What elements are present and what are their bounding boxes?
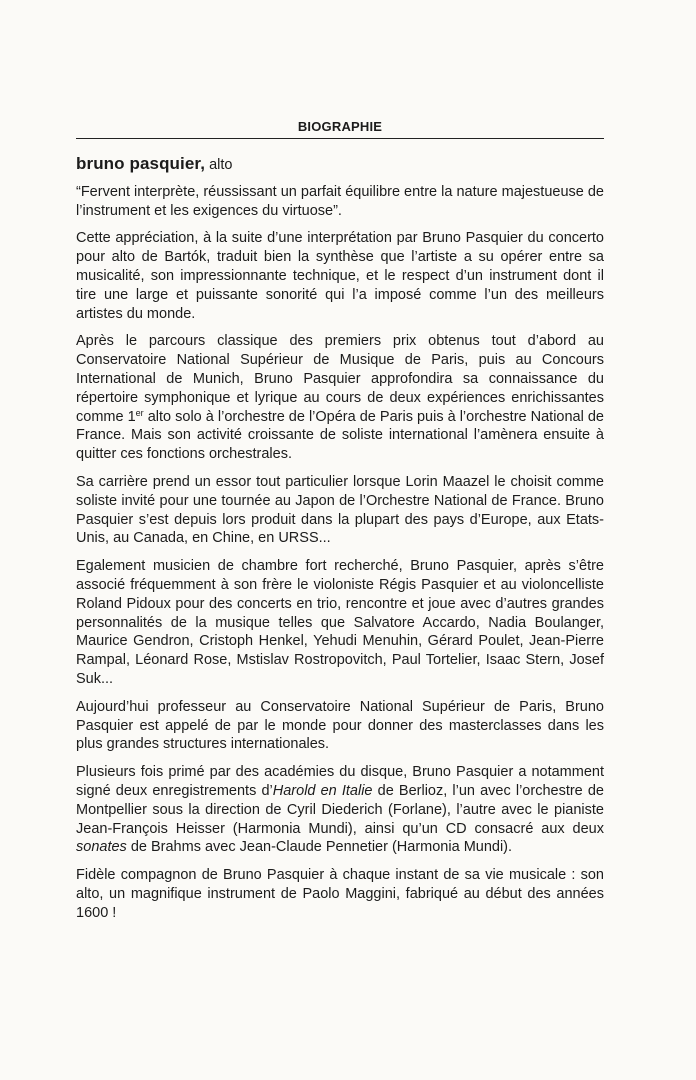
artist-name: bruno pasquier, xyxy=(76,154,206,173)
paragraph-6-b: de Berlioz, l’un avec l’orchestre de Montpellier sous la direction de Cyril Diederich (Forlane), l’autre avec le pianiste Jean-François Heisser (Harmonia Mundi), ainsi qu’un CD consacré aux deux xyxy=(76,782,605,837)
ordinal-suffix: er xyxy=(135,407,144,418)
paragraph-4: Egalement musicien de chambre fort recherché, Bruno Pasquier, après s’être associé fréquemment à son frère le violoniste Régis Pasquier et au violoncelliste Roland Pidoux pour des concerts en trio, rencontre et joue avec d’autres grandes personnalités de la musique telles que Salvatore Accardo, Nadia Boulanger, Maurice Gendron, Cristoph Henkel, Yehudi Menuhin, Gérard Poulet, Jean-Pierre Rampal, Léonard Rose, Mstislav Rostropovitch, Paul Tortelier, Isaac Stern, Josef Suk... xyxy=(76,558,604,687)
biography-body xyxy=(76,155,604,931)
paragraph-2 xyxy=(76,332,604,464)
quote-paragraph: “Fervent interprète, réussissant un parfait équilibre entre la nature majestueuse de l’instrument et les exigences du virtuose”. xyxy=(76,183,604,219)
work-title-harold: Harold en Italie xyxy=(272,782,373,799)
ordinal-number: 1 xyxy=(127,408,136,425)
paragraph-7: Fidèle compagnon de Bruno Pasquier à chaque instant de sa vie musicale : son alto, un magnifique instrument de Paolo Maggini, fabriqué au début des années 1600 ! xyxy=(76,867,604,921)
work-title-sonates: sonates xyxy=(76,839,127,856)
artist-instrument: alto xyxy=(209,157,233,173)
paragraph-1: Cette appréciation, à la suite d’une interprétation par Bruno Pasquier du concerto pour alto de Bartók, traduit bien la synthèse que l’artiste a su opérer entre sa musicalité, son impressionnante technique, et le respect d’un instrument dont il tire une large et puissante sonorité qui l’a imposé comme l’un des meilleurs artistes du monde. xyxy=(76,230,604,322)
paragraph-6-c: de Brahms avec Jean-Claude Pennetier (Harmonia Mundi). xyxy=(126,839,513,856)
paragraph-6 xyxy=(76,763,604,857)
section-header xyxy=(76,118,604,139)
section-title: BIOGRAPHIE xyxy=(297,119,383,134)
paragraph-6-a: Plusieurs fois primé par des académies du disque, Bruno Pasquier a notamment signé deux enregistrements d’ xyxy=(76,764,604,799)
paragraph-5: Aujourd’hui professeur au Conservatoire National Supérieur de Paris, Bruno Pasquier est appelé de par le monde pour donner des masterclasses dans les plus grandes structures internationales. xyxy=(76,698,604,753)
paragraph-3: Sa carrière prend un essor tout particulier lorsque Lorin Maazel le choisit comme soliste invité pour une tournée au Japon de l’Orchestre National de France. Bruno Pasquier s’est depuis lors produit dans la plupart des pays d’Europe, aux Etats-Unis, au Canada, en Chine, en URSS... xyxy=(76,473,604,547)
artist-heading xyxy=(76,155,604,175)
paragraph-2-text: Après le parcours classique des premiers prix obtenus tout d’abord au Conservatoire National Supérieur de Musique de Paris, puis au Concours International de Munich, Bruno Pasquier approfondira sa connaissance du répertoire symphonique et lyrique au cours de deux expériences enrichissantes comme xyxy=(76,333,604,425)
paragraph-2-rest: alto solo à l’orchestre de l’Opéra de Paris puis à l’orchestre National de France. Mais son activité croissante de soliste international l’amènera ensuite à quitter ces fonctions orchestrales. xyxy=(76,408,605,463)
watermark xyxy=(0,559,54,650)
